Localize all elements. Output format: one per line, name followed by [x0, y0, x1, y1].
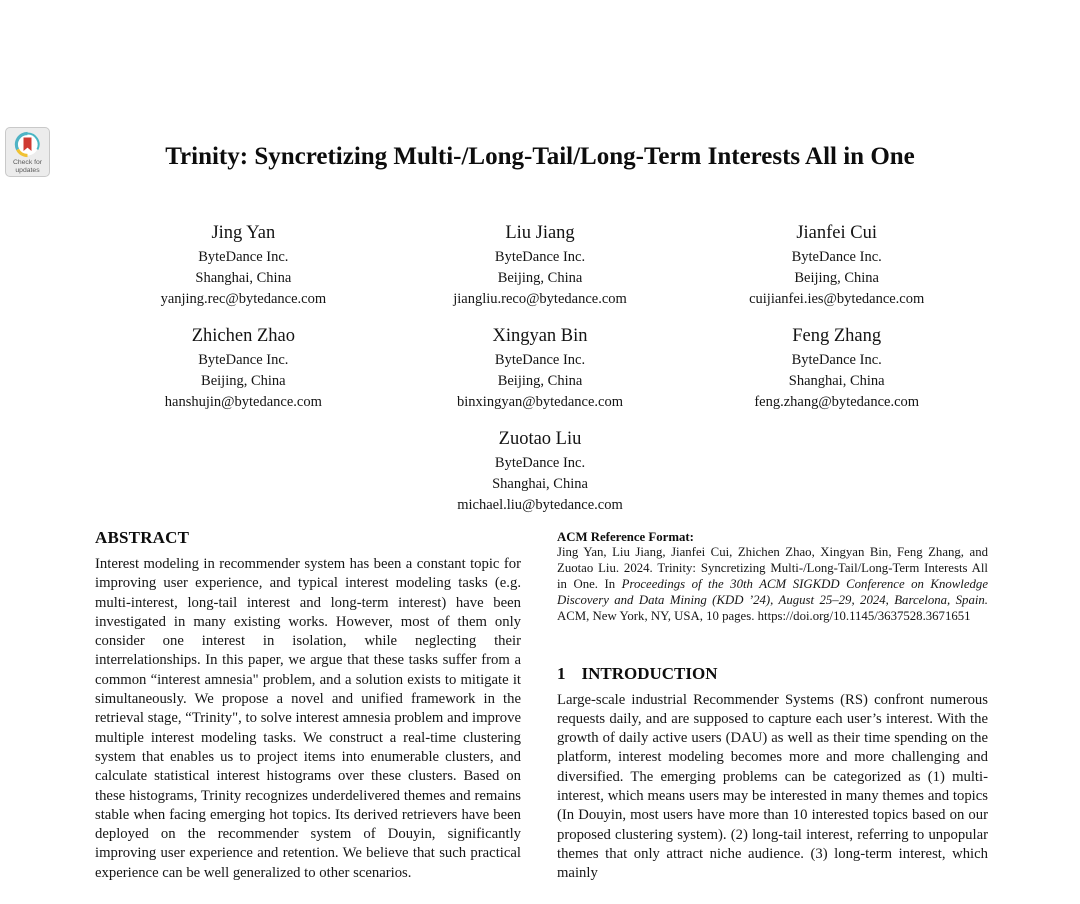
- author-block: [688, 324, 985, 414]
- author-email: hanshujin@bytedance.com: [164, 394, 322, 411]
- acm-reference-italic: Proceedings of the 30th ACM SIGKDD Conference on Knowledge Discovery and Data Mining (KDD ’24), August 25–29, 2024, Barcelona, Spain.: [557, 576, 988, 607]
- author-affiliation: ByteDance Inc.: [791, 249, 882, 265]
- author-affiliation: ByteDance Inc.: [494, 249, 586, 265]
- acm-reference-pre: Jing Yan, Liu Jiang, Jianfei Cui, Zhichen Zhao, Xingyan Bin, Feng Zhang, and Zuotao Liu. 2024. Trinity: Syncretizing Multi-/Long-Tail/Long-Term Interests All in One. In: [557, 545, 988, 591]
- paper-title: Trinity: Syncretizing Multi-/Long-Tail/Long-Term Interests All in One: [165, 143, 915, 170]
- author-email: feng.zhang@bytedance.com: [754, 394, 920, 411]
- abstract-heading: ABSTRACT: [95, 528, 190, 547]
- crossmark-icon: [14, 131, 41, 158]
- author-block: [688, 221, 985, 311]
- author-location: Shanghai, China: [788, 373, 885, 390]
- author-email: binxingyan@bytedance.com: [457, 394, 623, 411]
- badge-label: Check for updates: [12, 159, 43, 174]
- author-name: Jing Yan: [211, 223, 276, 243]
- abstract-section: [95, 527, 521, 883]
- author-name: Liu Jiang: [505, 223, 575, 243]
- author-location: Beijing, China: [794, 270, 879, 287]
- acm-reference-post: ACM, New York, NY, USA, 10 pages. https://doi.org/10.1145/3637528.3671651: [557, 608, 971, 623]
- author-location: Shanghai, China: [195, 270, 292, 287]
- introduction-heading: [557, 663, 988, 685]
- acm-reference-text: [557, 545, 988, 625]
- introduction-body: Large-scale industrial Recommender Systems (RS) confront numerous requests daily, and are supposed to capture each user’s interest. With the growth of daily active users (DAU) as well as their time spending on the platform, interest modeling becomes more and more challenging and diversified. The emerging problems can be categorized as (1) multi-interest, which means users may be interested in many themes and topics (In Douyin, most users have more than 10 interested topics based on our proposed clustering system). (2) long-tail interest, referring to unpopular themes that only attract niche audience. (3) long-term interest, which mainly: [557, 691, 988, 882]
- author-affiliation: ByteDance Inc.: [791, 352, 882, 368]
- author-email: jiangliu.reco@bytedance.com: [453, 291, 627, 308]
- author-block: [95, 221, 392, 311]
- author-location: Beijing, China: [201, 373, 286, 390]
- author-row-1: [95, 221, 985, 311]
- author-row-3: [95, 427, 985, 517]
- author-block: [95, 427, 985, 517]
- author-affiliation: ByteDance Inc.: [494, 352, 586, 368]
- author-location: Beijing, China: [497, 270, 583, 287]
- author-email: yanjing.rec@bytedance.com: [160, 291, 327, 308]
- author-name: Feng Zhang: [792, 326, 882, 346]
- author-affiliation: ByteDance Inc.: [198, 352, 289, 368]
- author-block: [95, 324, 392, 414]
- author-name: Zhichen Zhao: [191, 326, 295, 346]
- author-name: Xingyan Bin: [492, 326, 588, 346]
- author-block: [392, 324, 689, 414]
- author-email: cuijianfei.ies@bytedance.com: [749, 291, 925, 308]
- check-for-updates-badge[interactable]: [5, 127, 50, 177]
- author-row-2: [95, 324, 985, 414]
- introduction-heading-label: INTRODUCTION: [581, 663, 718, 683]
- author-location: Shanghai, China: [492, 476, 588, 493]
- author-name: Jianfei Cui: [796, 223, 878, 243]
- acm-reference-heading: ACM Reference Format:: [557, 530, 694, 544]
- author-block: [392, 221, 689, 311]
- right-column: [557, 529, 988, 884]
- author-location: Beijing, China: [497, 373, 583, 390]
- author-affiliation: ByteDance Inc.: [198, 249, 289, 265]
- introduction-section-number: 1: [557, 663, 566, 683]
- author-email: michael.liu@bytedance.com: [457, 497, 623, 514]
- author-name: Zuotao Liu: [498, 429, 582, 449]
- abstract-body: Interest modeling in recommender system has been a constant topic for improving user experience, and typical interest modeling tasks (e.g. multi-interest, long-tail interest and long-term interest) have been investigated in many existing works. However, most of them only consider one interest in isolation, while neglecting their interrelationships. In this paper, we argue that these tasks suffer from a common “interest amnesia" problem, and a solution exists to mitigate it simultaneously. We propose a novel and unified framework in the retrieval stage, “Trinity", to solve interest amnesia problem and improve multiple interest modeling tasks. We construct a real-time clustering system that enables us to project items into enumerable clusters, and calculate statistical interest histograms over these clusters. Based on these histograms, Trinity recognizes underdelivered themes and remains stable when facing emerging hot topics. Its derived retrievers have been deployed on the recommender system of Douyin, significantly improving user experience and retention. We believe that such practical experience can be well generalized to other scenarios.: [95, 556, 521, 881]
- author-affiliation: ByteDance Inc.: [494, 455, 586, 471]
